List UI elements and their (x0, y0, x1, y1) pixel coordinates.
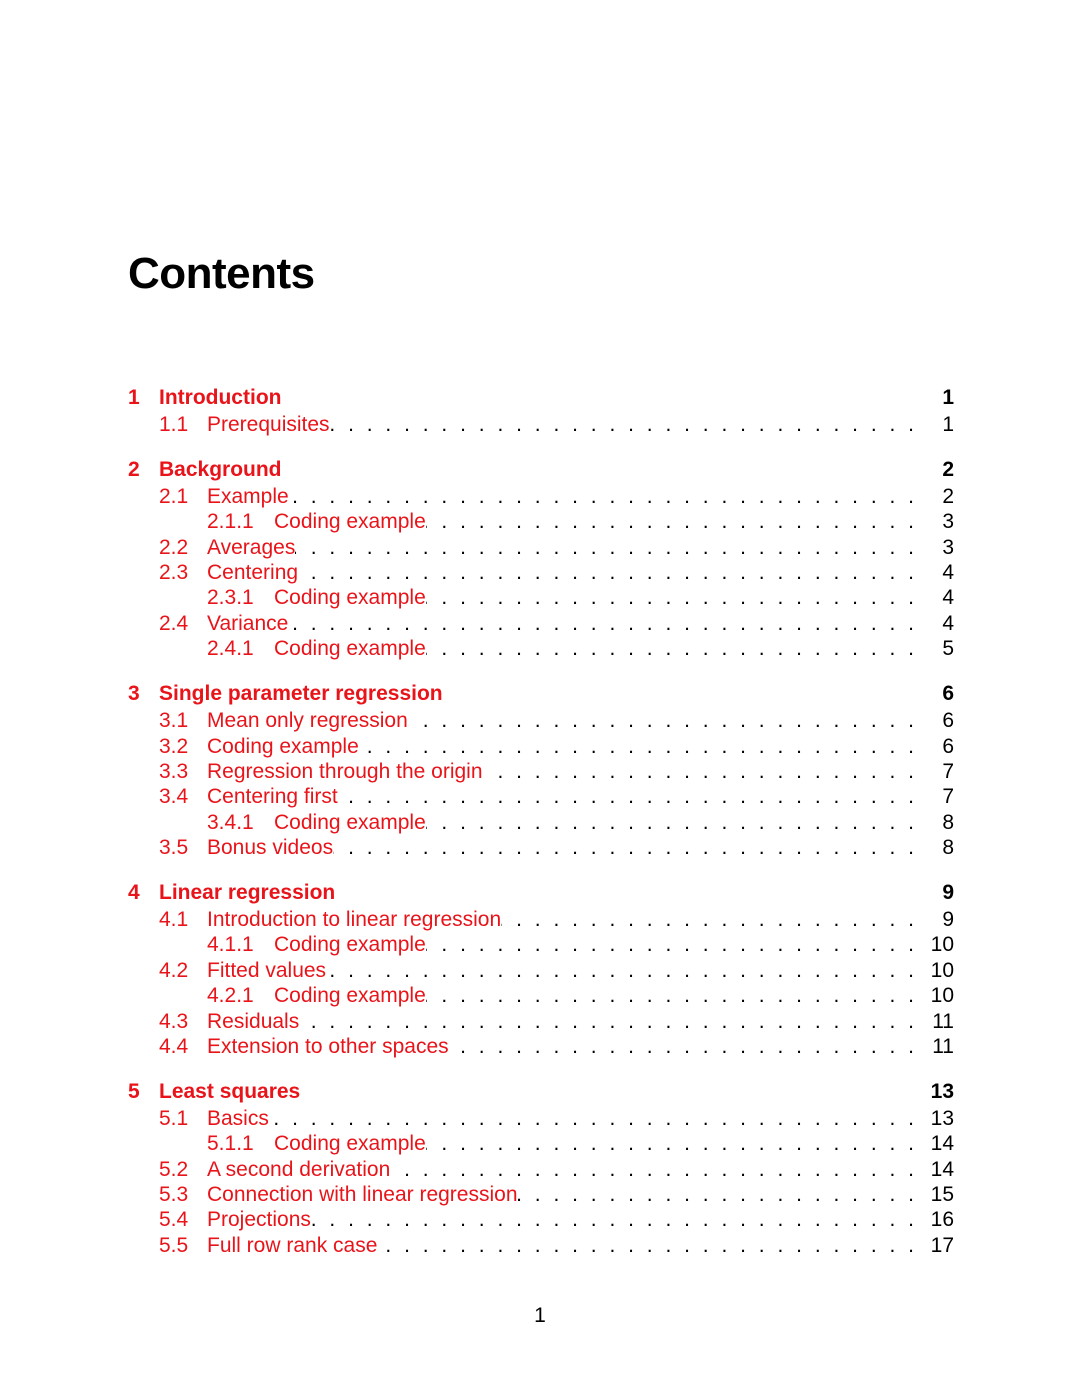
section-page-number: 5 (942, 637, 954, 661)
section-number: 4.2.1 (207, 984, 254, 1008)
section-title-link[interactable]: Bonus videos (207, 836, 334, 860)
section-page-number: 4 (942, 611, 954, 635)
section-title-link[interactable]: Coding example (274, 637, 426, 661)
section-title-link[interactable]: Mean only regression (207, 709, 408, 733)
section-title-link[interactable]: Centering (207, 561, 299, 585)
dot-leader (426, 983, 914, 1008)
chapter-page-number: 9 (942, 880, 954, 904)
toc-chapter (128, 879, 954, 1059)
section-number: 2.3.1 (207, 586, 254, 610)
dot-leader (333, 835, 914, 860)
dot-leader (408, 708, 914, 733)
section-page-number: 13 (930, 1106, 954, 1130)
chapter-number: 2 (128, 457, 140, 481)
toc-section-entry[interactable] (128, 907, 954, 932)
section-number: 2.2 (159, 535, 189, 559)
section-number: 4.2 (159, 958, 189, 982)
section-title-link[interactable]: Coding example (207, 734, 359, 758)
dot-leader (269, 1106, 914, 1131)
chapter-number: 3 (128, 682, 140, 706)
dot-leader (390, 1157, 914, 1182)
chapter-title-link[interactable]: Single parameter regression (159, 682, 443, 706)
section-number: 4.4 (159, 1034, 189, 1058)
dot-leader (426, 585, 914, 610)
chapter-page-number: 13 (930, 1079, 954, 1103)
dot-leader (295, 535, 914, 560)
dot-leader (298, 560, 914, 585)
section-page-number: 10 (930, 958, 954, 982)
toc-chapter-entry[interactable] (128, 1078, 954, 1106)
toc-section-entry[interactable] (128, 1157, 954, 1182)
toc-section-entry[interactable] (128, 535, 954, 560)
toc-section-entry[interactable] (128, 784, 954, 809)
toc-section-entry[interactable] (128, 412, 954, 437)
section-number: 3.1 (159, 709, 189, 733)
section-number: 2.4.1 (207, 637, 254, 661)
toc-section-entry[interactable] (128, 1207, 954, 1232)
dot-leader (377, 1233, 914, 1258)
section-number: 2.1 (159, 484, 189, 508)
toc-subsection-entry[interactable] (128, 1131, 954, 1156)
section-number: 5.2 (159, 1157, 189, 1181)
toc-chapter (128, 384, 954, 437)
section-page-number: 10 (930, 933, 954, 957)
toc-section-entry[interactable] (128, 734, 954, 759)
section-number: 1.1 (159, 413, 189, 436)
dot-leader (311, 1207, 914, 1232)
toc-subsection-entry[interactable] (128, 983, 954, 1008)
section-title-link[interactable]: Variance (207, 611, 289, 635)
section-title-link[interactable]: Coding example (274, 586, 426, 610)
section-page-number: 11 (932, 1034, 954, 1058)
section-page-number: 3 (942, 510, 954, 534)
section-title-link[interactable]: Example (207, 484, 289, 508)
chapter-title-link[interactable]: Introduction (159, 386, 282, 409)
dot-leader (426, 636, 914, 661)
section-title-link[interactable]: Basics (207, 1106, 269, 1130)
section-title-link[interactable]: Centering first (207, 785, 338, 809)
dot-leader (289, 484, 914, 509)
section-title-link[interactable]: Full row rank case (207, 1233, 378, 1257)
section-number: 3.2 (159, 734, 189, 758)
chapter-title-link[interactable]: Background (159, 457, 282, 481)
section-number: 4.1.1 (207, 933, 254, 957)
dot-leader (483, 759, 914, 784)
toc-section-entry[interactable] (128, 1182, 954, 1207)
section-page-number: 4 (942, 586, 954, 610)
dot-leader (330, 412, 914, 437)
dot-leader (426, 810, 914, 835)
section-page-number: 1 (942, 413, 954, 436)
section-title-link[interactable]: Projections (207, 1208, 311, 1232)
section-page-number: 14 (930, 1157, 954, 1181)
toc-section-entry[interactable] (128, 611, 954, 636)
dot-leader (299, 1009, 914, 1034)
section-number: 5.5 (159, 1233, 189, 1257)
section-number: 5.1.1 (207, 1132, 254, 1156)
section-page-number: 17 (930, 1233, 954, 1257)
toc-chapter-entry[interactable] (128, 384, 954, 412)
toc-section-entry[interactable] (128, 1106, 954, 1131)
toc-subsection-entry[interactable] (128, 932, 954, 957)
section-page-number: 15 (930, 1182, 954, 1206)
section-page-number: 6 (942, 734, 954, 758)
toc-section-entry[interactable] (128, 484, 954, 509)
toc-section-entry[interactable] (128, 759, 954, 784)
toc-chapter-entry[interactable] (128, 680, 954, 708)
chapter-title-link[interactable]: Least squares (159, 1079, 301, 1103)
section-number: 3.3 (159, 759, 189, 783)
dot-leader (426, 932, 914, 957)
section-title-link[interactable]: Regression through the origin (207, 759, 483, 783)
section-title-link[interactable]: Fitted values (207, 958, 327, 982)
section-number: 4.1 (159, 907, 189, 931)
toc-subsection-entry[interactable] (128, 509, 954, 534)
toc-subsection-entry[interactable] (128, 585, 954, 610)
section-page-number: 3 (942, 535, 954, 559)
section-number: 5.3 (159, 1182, 189, 1206)
section-page-number: 7 (942, 759, 954, 783)
page-number: 1 (534, 1304, 546, 1327)
section-number: 3.4.1 (207, 810, 254, 834)
section-page-number: 14 (930, 1132, 954, 1156)
chapter-page-number: 1 (942, 386, 954, 409)
toc-chapter (128, 680, 954, 860)
section-page-number: 6 (942, 709, 954, 733)
section-page-number: 8 (942, 836, 954, 860)
chapter-number: 1 (128, 386, 140, 409)
toc-section-entry[interactable] (128, 1233, 954, 1258)
toc-chapter-entry[interactable] (128, 879, 954, 907)
section-title-link[interactable]: Coding example (274, 810, 426, 834)
section-number: 5.4 (159, 1208, 189, 1232)
toc-chapter-entry[interactable] (128, 456, 954, 484)
toc-section-entry[interactable] (128, 958, 954, 983)
chapter-number: 5 (128, 1079, 140, 1103)
toc-section-entry[interactable] (128, 708, 954, 733)
section-page-number: 10 (930, 984, 954, 1008)
chapter-page-number: 2 (942, 457, 954, 481)
section-title-link[interactable]: Coding example (274, 984, 426, 1008)
section-title-link[interactable]: Connection with linear regression (207, 1182, 518, 1206)
table-of-contents (128, 384, 954, 1277)
section-title-link[interactable]: Coding example (274, 510, 426, 534)
dot-leader (359, 734, 914, 759)
toc-subsection-entry[interactable] (128, 636, 954, 661)
section-title-link[interactable]: Coding example (274, 933, 426, 957)
section-number: 3.5 (159, 836, 189, 860)
section-title-link[interactable]: Introduction to linear regression (207, 907, 502, 931)
section-number: 2.4 (159, 611, 189, 635)
toc-section-entry[interactable] (128, 1009, 954, 1034)
page-title: Contents (128, 249, 315, 298)
section-number: 5.1 (159, 1106, 189, 1130)
section-title-link[interactable]: A second derivation (207, 1157, 391, 1181)
chapter-title-link[interactable]: Linear regression (159, 880, 336, 904)
toc-section-entry[interactable] (128, 835, 954, 860)
chapter-number: 4 (128, 880, 140, 904)
section-page-number: 11 (932, 1009, 954, 1033)
chapter-page-number: 6 (942, 682, 954, 706)
section-page-number: 4 (942, 561, 954, 585)
section-page-number: 9 (942, 907, 954, 931)
dot-leader (426, 1131, 914, 1156)
section-title-link[interactable]: Prerequisites (207, 413, 330, 436)
section-page-number: 7 (942, 785, 954, 809)
section-title-link[interactable]: Averages (207, 535, 296, 559)
toc-section-entry[interactable] (128, 1034, 954, 1059)
section-title-link[interactable]: Extension to other spaces (207, 1034, 449, 1058)
section-title-link[interactable]: Coding example (274, 1132, 426, 1156)
section-title-link[interactable]: Residuals (207, 1009, 300, 1033)
toc-subsection-entry[interactable] (128, 810, 954, 835)
section-number: 2.3 (159, 561, 189, 585)
section-number: 2.1.1 (207, 510, 254, 534)
dot-leader (449, 1034, 914, 1059)
dot-leader (338, 784, 914, 809)
dot-leader (518, 1182, 915, 1207)
section-page-number: 8 (942, 810, 954, 834)
dot-leader (501, 907, 914, 932)
toc-chapter (128, 1078, 954, 1258)
toc-section-entry[interactable] (128, 560, 954, 585)
section-number: 4.3 (159, 1009, 189, 1033)
dot-leader (326, 958, 914, 983)
toc-chapter (128, 456, 954, 662)
dot-leader (288, 611, 914, 636)
dot-leader (426, 509, 914, 534)
section-page-number: 2 (942, 484, 954, 508)
section-page-number: 16 (930, 1208, 954, 1232)
section-number: 3.4 (159, 785, 189, 809)
